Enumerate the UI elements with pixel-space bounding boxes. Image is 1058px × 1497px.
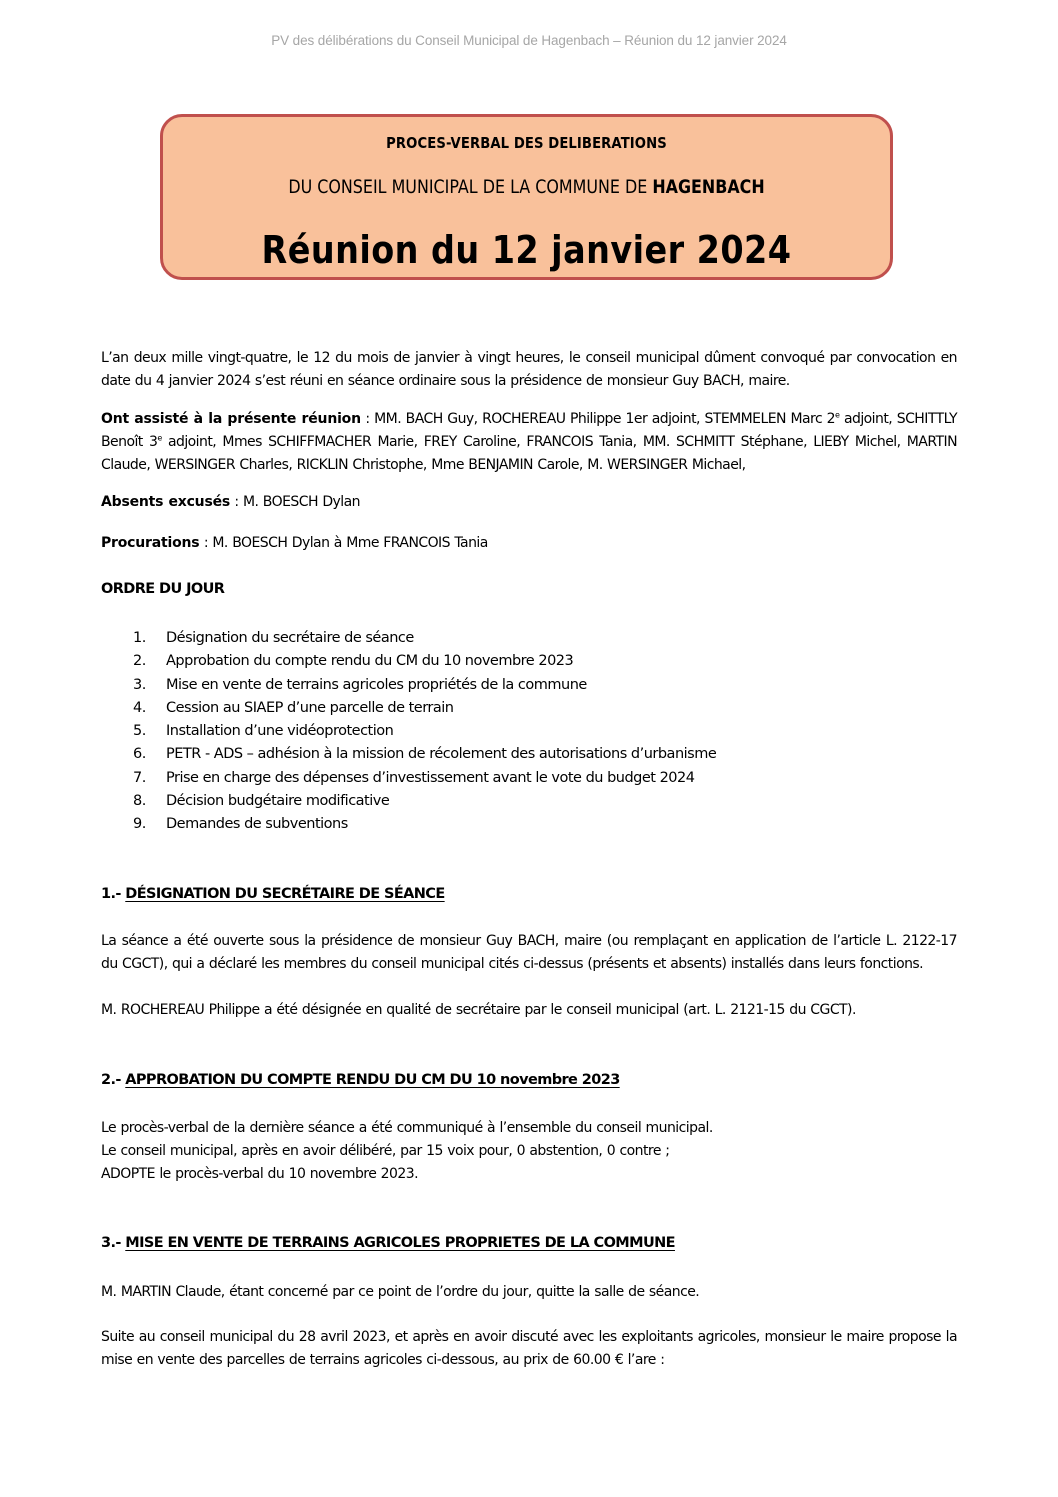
section-2-title: APPROBATION DU COMPTE RENDU DU CM DU 10 novembre 2023 bbox=[125, 1072, 620, 1088]
section-1-paragraph: La séance a été ouverte sous la présidence de monsieur Guy BACH, maire (ou remplaçant en application de l’article L. 2122-17 du CGCT), qui a déclaré les membres du conseil municipal cités ci-dessus (présents et absents) installés dans leurs fonctions. bbox=[101, 933, 957, 972]
agenda-item bbox=[133, 697, 716, 720]
agenda-item bbox=[133, 674, 716, 697]
intro-paragraph: L’an deux mille vingt-quatre, le 12 du mois de janvier à vingt heures, le conseil municipal dûment convoqué par convocation en date du 4 janvier 2024 s’est réuni en séance ordinaire sous la présidence de monsieur Guy BACH, maire. bbox=[101, 350, 957, 389]
section-2-paragraph: Le conseil municipal, après en avoir délibéré, par 15 voix pour, 0 abstention, 0 contre ; bbox=[101, 1143, 670, 1159]
agenda-item bbox=[133, 790, 716, 813]
agenda-item-label: Demandes de subventions bbox=[166, 816, 348, 833]
attendees-sup2: e bbox=[157, 433, 162, 443]
agenda-item-label: PETR - ADS – adhésion à la mission de récolement des autorisations d’urbanisme bbox=[166, 746, 717, 763]
section-2-number: 2.- bbox=[101, 1072, 126, 1088]
agenda-item-label: Cession au SIAEP d’une parcelle de terrain bbox=[166, 699, 454, 716]
section-2-heading bbox=[101, 1072, 620, 1088]
agenda-item bbox=[133, 650, 716, 673]
agenda-item-number: 8. bbox=[133, 793, 146, 810]
attendees-part1: : MM. BACH Guy, ROCHEREAU Philippe 1er adjoint, STEMMELEN Marc 2 bbox=[360, 411, 836, 427]
title-commune-name: HAGENBACH bbox=[652, 177, 765, 198]
agenda-item-label: Décision budgétaire modificative bbox=[166, 793, 390, 810]
attendees-paragraph bbox=[101, 408, 957, 477]
attendees-sup1: e bbox=[835, 410, 840, 420]
procurations-label: Procurations bbox=[101, 535, 200, 551]
agenda-item bbox=[133, 627, 716, 650]
page-header: PV des délibérations du Conseil Municipal de Hagenbach – Réunion du 12 janvier 2024 bbox=[271, 33, 787, 48]
attendees-part3: adjoint, Mmes SCHIFFMACHER Marie, FREY Caroline, FRANCOIS Tania, MM. SCHMITT Stéphane, LIEBY Michel, MARTIN Claude, WERSINGER Charles, RICKLIN Christophe, Mme BENJAMIN Carole, M. WERSINGER Michael, bbox=[101, 434, 957, 473]
title-box bbox=[160, 114, 893, 280]
absents-paragraph bbox=[101, 491, 957, 514]
title-meeting-date: Réunion du 12 janvier 2024 bbox=[261, 228, 792, 272]
agenda-item-number: 4. bbox=[133, 699, 146, 716]
title-proces-verbal: PROCES-VERBAL DES DELIBERATIONS bbox=[386, 134, 667, 152]
section-3-title: MISE EN VENTE DE TERRAINS AGRICOLES PROPRIETES DE LA COMMUNE bbox=[125, 1235, 675, 1251]
agenda-item-number: 9. bbox=[133, 816, 146, 833]
agenda-item-number: 7. bbox=[133, 769, 146, 786]
section-1-heading bbox=[101, 886, 445, 902]
agenda-item bbox=[133, 767, 716, 790]
section-3-heading bbox=[101, 1235, 675, 1251]
title-commune-prefix: DU CONSEIL MUNICIPAL DE LA COMMUNE DE bbox=[288, 177, 653, 198]
agenda-item-label: Désignation du secrétaire de séance bbox=[166, 630, 414, 646]
agenda-item-number: 5. bbox=[133, 723, 146, 740]
agenda-item bbox=[133, 743, 716, 766]
agenda-item bbox=[133, 720, 716, 743]
agenda-item-label: Installation d’une vidéoprotection bbox=[166, 723, 394, 740]
agenda-item-number: 6. bbox=[133, 746, 146, 763]
section-2-paragraph: ADOPTE le procès-verbal du 10 novembre 2023. bbox=[101, 1166, 418, 1182]
section-3-number: 3.- bbox=[101, 1235, 126, 1251]
agenda-item bbox=[133, 813, 716, 836]
procurations-value: : M. BOESCH Dylan à Mme FRANCOIS Tania bbox=[199, 535, 488, 551]
agenda-item-label: Mise en vente de terrains agricoles propriétés de la commune bbox=[166, 676, 587, 693]
attendees-label: Ont assisté à la présente réunion bbox=[101, 411, 361, 427]
agenda-item-number: 1. bbox=[133, 630, 146, 646]
section-1-paragraph: M. ROCHEREAU Philippe a été désignée en qualité de secrétaire par le conseil municipal (art. L. 2121-15 du CGCT). bbox=[101, 1002, 856, 1018]
agenda-list bbox=[133, 627, 716, 837]
title-conseil-municipal bbox=[214, 177, 839, 198]
attendees-part2: adjoint, SCHITTLY Benoît 3 bbox=[101, 411, 958, 450]
absents-label: Absents excusés bbox=[101, 494, 231, 510]
agenda-item-label: Prise en charge des dépenses d’investissement avant le vote du budget 2024 bbox=[166, 769, 695, 786]
agenda-item-number: 2. bbox=[133, 653, 146, 670]
section-1-title: DÉSIGNATION DU SECRÉTAIRE DE SÉANCE bbox=[125, 886, 445, 902]
section-3-paragraph: Suite au conseil municipal du 28 avril 2023, et après en avoir discuté avec les exploitants agricoles, monsieur le maire propose la mise en vente des parcelles de terrains agricoles ci-dessous, au prix de 60.00 € l’are : bbox=[101, 1329, 957, 1368]
agenda-item-number: 3. bbox=[133, 676, 146, 693]
section-2-paragraph: Le procès-verbal de la dernière séance a été communiqué à l’ensemble du conseil municipal. bbox=[101, 1120, 713, 1136]
procurations-paragraph bbox=[101, 532, 957, 555]
section-3-paragraph: M. MARTIN Claude, étant concerné par ce point de l’ordre du jour, quitte la salle de séance. bbox=[101, 1284, 700, 1300]
absents-value: : M. BOESCH Dylan bbox=[230, 494, 360, 510]
agenda-item-label: Approbation du compte rendu du CM du 10 novembre 2023 bbox=[166, 653, 574, 670]
section-1-number: 1.- bbox=[101, 886, 126, 902]
agenda-title: ORDRE DU JOUR bbox=[101, 581, 225, 597]
